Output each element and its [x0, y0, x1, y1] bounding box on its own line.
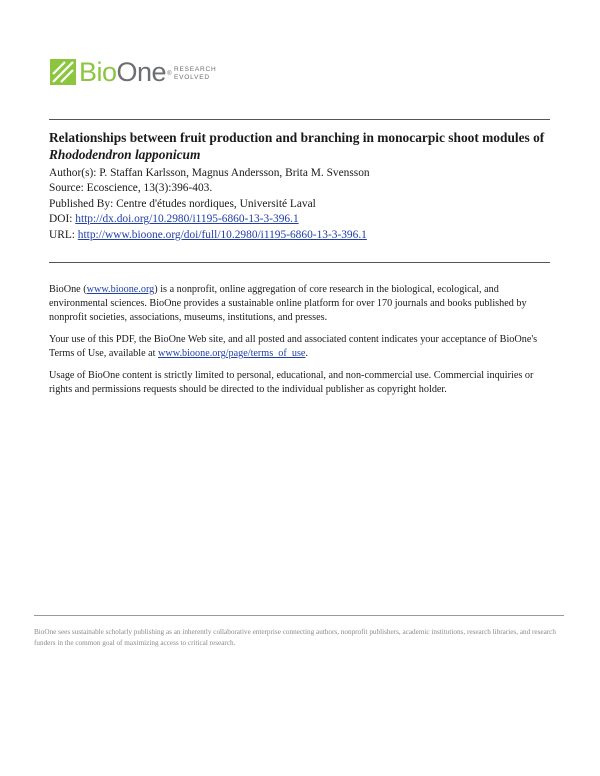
logo-tagline [174, 66, 217, 82]
url-link[interactable]: http://www.bioone.org/doi/full/10.2980/i1195-6860-13-3-396.1 [77, 228, 367, 241]
logo-one-text: One [116, 57, 167, 87]
logo-wordmark [79, 59, 171, 85]
article-source: Source: Ecoscience, 13(3):396-403. [49, 182, 213, 195]
bioone-logo [50, 56, 217, 88]
article-title [49, 129, 554, 163]
notice-paragraph-usage: Usage of BioOne content is strictly limited to personal, educational, and non-commercial use. Commercial inquiries or rights and permissions requests should be directed to the individual publisher as copyright holder. [49, 370, 534, 395]
notice-paragraph-terms [49, 333, 554, 361]
article-metadata [49, 129, 554, 243]
header-divider [49, 119, 550, 120]
logo-tagline-evolved: EVOLVED [174, 73, 210, 81]
url-label: URL: [49, 228, 78, 241]
doi-label: DOI: [49, 213, 76, 226]
bioone-home-link[interactable]: www.bioone.org [86, 284, 155, 295]
notice-p1-end: ) is a nonprofit, online aggregation of core research in the biological, ecological, and environmental sciences. BioOne provides a sustainable online platform for over 170 journals and books published by nonprofit societies, associations, museums, institutions, and presses. [49, 284, 527, 323]
logo-tagline-research: RESEARCH [174, 65, 217, 73]
footer-divider [34, 615, 564, 616]
doi-link[interactable]: http://dx.doi.org/10.2980/i1195-6860-13-3-396.1 [75, 213, 299, 226]
article-doi [49, 212, 554, 227]
logo-registered-mark: ® [167, 71, 171, 77]
notice-p2-start: Your use of this PDF, the BioOne Web site, and all posted and associated content indicates your acceptance of BioOne's Terms of Use, available at [49, 334, 538, 359]
terms-of-use-link[interactable]: www.bioone.org/page/terms_of_use [158, 348, 306, 359]
bioone-leaf-icon [50, 59, 76, 85]
notice-p1-start: BioOne ( [49, 284, 87, 295]
metadata-divider [49, 262, 550, 263]
logo-bio-text: Bio [79, 57, 117, 87]
article-title-species: Rhododendron lapponicum [49, 147, 201, 162]
notice-p2-end: . [305, 348, 308, 359]
terms-notice [49, 283, 554, 405]
notice-paragraph-about [49, 283, 554, 325]
footer-text: BioOne sees sustainable scholarly publishing as an inherently collaborative enterprise connecting authors, nonprofit publishers, academic institutions, research libraries, and research funders in the common goal of maximizing access to critical research. [34, 628, 556, 647]
article-authors: Author(s): P. Staffan Karlsson, Magnus Andersson, Brita M. Svensson [49, 167, 370, 179]
article-url [49, 228, 554, 243]
article-title-main: Relationships between fruit production and branching in monocarpic shoot modules of [49, 130, 545, 145]
article-publisher: Published By: Centre d'études nordiques, Université Laval [49, 197, 316, 210]
